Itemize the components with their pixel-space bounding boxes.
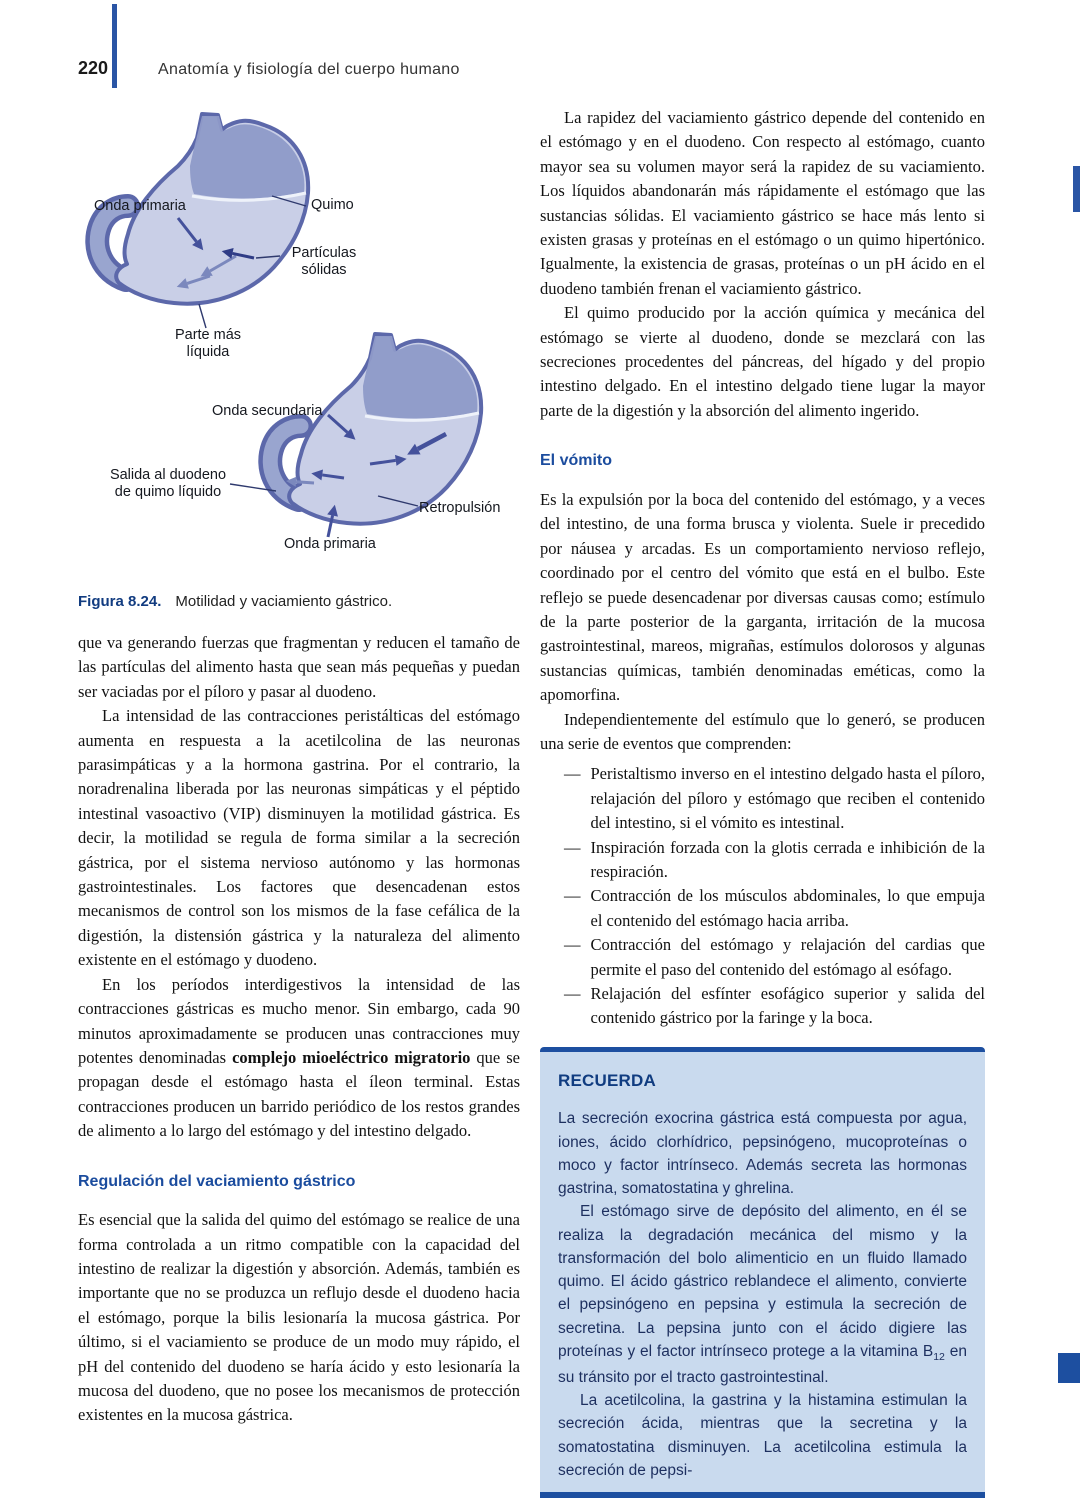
- recuerda-text: en su tránsito por el tracto gastrointestinal.: [558, 1342, 967, 1386]
- label-retropulsion: Retropulsión: [419, 500, 501, 516]
- list-item: [564, 982, 985, 1031]
- chapter-edge-tab: [1073, 166, 1080, 212]
- dash-bullet: —: [564, 935, 581, 955]
- right-column: [540, 106, 985, 1479]
- page-number: 220: [78, 58, 109, 78]
- recuerda-box: [540, 1047, 985, 1498]
- recuerda-paragraph: La secreción exocrina gástrica está compuesta por agua, iones, ácido clorhídrico, pepsinógeno, mucoproteínas o moco y factor intrínseco. Además secreta las hormonas gastrina, somatostatina y ghrelina.: [558, 1110, 967, 1198]
- label-onda-primaria-top: Onda primaria: [94, 198, 186, 214]
- vomit-event-list: [540, 762, 985, 1030]
- paragraph-text: que se propagan desde el estómago hasta el íleon terminal. Estas contracciones producen un barrido periódico de los restos grandes de alimento a lo largo del estómago y del intestino delgado.: [78, 1047, 521, 1141]
- paragraph: El quimo producido por la acción química y mecánica del estómago se vierte al duodeno, donde se mezclará con las secreciones procedentes del páncreas, del hígado y del propio intestino delgado. En el intestino delgado tiene lugar la mayor parte de la digestión y la absorción del alimento ingerido.: [540, 303, 985, 420]
- figure-caption-text: Motilidad y vaciamiento gástrico.: [175, 593, 393, 610]
- label-onda-secundaria: Onda secundaria: [212, 403, 323, 419]
- page-corner-tab: [1058, 1353, 1080, 1383]
- bold-term: complejo mioeléctrico migratorio: [232, 1047, 471, 1067]
- dash-bullet: —: [564, 984, 581, 1004]
- list-item: [564, 933, 985, 982]
- running-title: Anatomía y fisiología del cuerpo humano: [158, 61, 460, 78]
- dash-bullet: —: [564, 837, 581, 857]
- dash-bullet: —: [564, 764, 581, 784]
- recuerda-text: El estómago sirve de depósito del alimento, en él se realiza la degradación mecánica del mismo y la transformación del bolo alimenticio en un fluido llamado quimo. El ácido gástrico reblandece el alimento, convierte el pepsinógeno en pepsina y estimula la secreción de secretina. La pepsina junto con el ácido digiere las proteínas y el factor intrínseco protege a la vitamina B: [558, 1203, 967, 1360]
- list-item: [564, 884, 985, 933]
- page-header: [78, 58, 460, 79]
- paragraph: La intensidad de las contracciones peristálticas del estómago aumenta en respuesta a la acetilcolina de las neuronas parasimpáticas y a la hormona gastrina. Por el contrario, la noradrenalina liberada por las neuronas simpáticas y el péptido intestinal vasoactivo (VIP) disminuyen la motilidad gástrica. Es decir, la motilidad se regula de forma similar a la secreción gástrica, por el sistema nervioso autónomo y las hormonas gastrointestinales. Los factores que desencadenan estos mecanismos de control son los mismos de la fase cefálica de la digestión, la distensión gástrica y la naturaleza del alimento existente en el estómago y duodeno.: [78, 706, 520, 970]
- subheading-el-vomito: El vómito: [540, 452, 613, 470]
- paragraph: La rapidez del vaciamiento gástrico depende del contenido en el estómago y en el duodeno. Con respecto al estómago, cuanto mayor sea su volumen mayor será la rapidez de su vaciamiento. Los líquidos abandonarán más rápidamente el estómago que las sustancias sólidas. El vaciamiento gástrico se hace más lento si existen grasas y proteínas en el estómago o un quimo hipertónico. Igualmente, la existencia de grasas, proteínas o un pH ácido en el duodeno también frenan el vaciamiento gástrico.: [540, 108, 985, 298]
- recuerda-paragraph: La acetilcolina, la gastrina y la histamina estimulan la secreción ácida, mientras que la secretina y la somatostatina disminuyen. La acetilcolina estimula la secreción de pepsi-: [558, 1392, 967, 1479]
- list-item-text: Contracción del estómago y relajación del cardias que permite el paso del contenido del estómago al esófago.: [590, 935, 985, 979]
- paragraph: Es esencial que la salida del quimo del estómago se realice de una forma controlada a un ritmo compatible con la capacidad del intestino de realizar la digestión y absorción. Además, también es importante que no se produzca un reflujo desde el duodeno hacia el estómago, porque la bilis lesionaría la mucosa gástrica. Por último, si el vaciamiento se produce de un modo muy rápido, el pH del contenido del duodeno se haría ácido y esto lesionaría la mucosa del duodeno, que no posee los mecanismos de protección existentes en la mucosa gástrica.: [78, 1210, 520, 1425]
- paragraph-text: En los períodos interdigestivos la intensidad de las contracciones gástricas es mucho menor. Sin embargo, cada 90 minutos aproximadamente se producen unas contracciones muy potentes denominadas: [78, 974, 520, 1067]
- label-salida-duodeno: Salida al duodeno de quimo líquido: [109, 467, 227, 501]
- label-particulas-solidas: Partículas sólidas: [291, 245, 357, 279]
- stomach-figure: [78, 106, 523, 566]
- list-item-text: Contracción de los músculos abdominales, lo que empuja el contenido del estómago hacia arriba.: [590, 886, 985, 930]
- label-onda-primaria-bottom: Onda primaria: [284, 536, 376, 552]
- paragraph: Independientemente del estímulo que lo generó, se producen una serie de eventos que comprenden:: [540, 709, 985, 754]
- figure-caption: [78, 593, 520, 610]
- list-item-text: Inspiración forzada con la glotis cerrada e inhibición de la respiración.: [590, 837, 985, 882]
- subheading-regulacion: Regulación del vaciamiento gástrico: [78, 1172, 356, 1190]
- recuerda-title: RECUERDA: [558, 1070, 656, 1090]
- paragraph: que va generando fuerzas que fragmentan y reducen el tamaño de las partículas del alimento hasta que sean más pequeñas y puedan ser vaciadas por el píloro y pasar al duodeno.: [78, 633, 520, 701]
- label-quimo: Quimo: [311, 197, 354, 213]
- paragraph: [78, 973, 520, 1144]
- vitamin-b12-subscript: 12: [933, 1350, 945, 1363]
- list-item-text: Relajación del esfínter esofágico superior y salida del contenido gástrico por la faringe y la boca.: [590, 984, 985, 1028]
- list-item: [564, 836, 985, 885]
- paragraph: Es la expulsión por la boca del contenido del estómago, y a veces del intestino, de una forma brusca y violenta. Suele ir precedido por náusea y arcadas. Es un comportamiento nervioso reflejo, coordinado por el centro del vómito que está en el bulbo. Este reflejo se puede desencadenar por diversas causas como; estímulo de la parte posterior de la garganta, irritación de la mucosa gastrointestinal, mareos, migrañas, estímulos dolorosos y algunas sustancias químicas, también denominadas eméticas, como la apomorfina.: [540, 489, 985, 705]
- list-item-text: Peristaltismo inverso en el intestino delgado hasta el píloro, relajación del píloro y estómago que reciben el contenido del intestino, si el vómito es intestinal.: [590, 764, 985, 833]
- label-parte-mas-liquida: Parte más líquida: [174, 327, 242, 361]
- list-item: [564, 762, 985, 835]
- figure-caption-number: Figura 8.24.: [78, 593, 162, 610]
- left-column: [78, 631, 520, 1428]
- dash-bullet: —: [564, 886, 581, 906]
- leader-line: [199, 304, 206, 328]
- recuerda-paragraph: [558, 1200, 967, 1389]
- stomach-lower: [270, 334, 481, 524]
